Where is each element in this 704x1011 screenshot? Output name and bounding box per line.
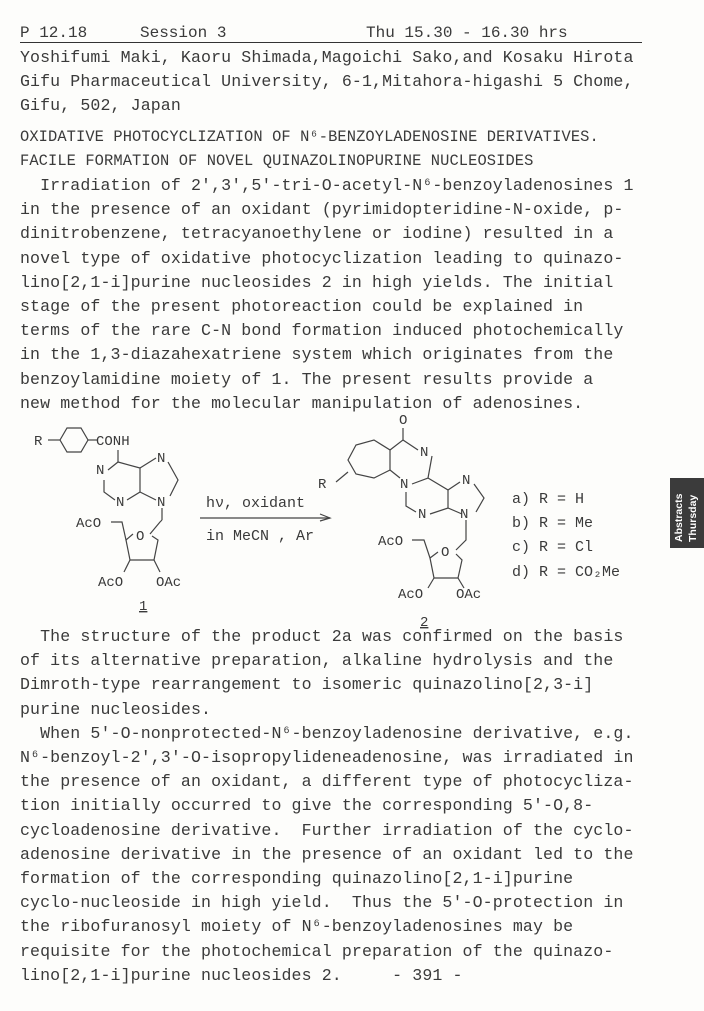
affiliation-line-1: Gifu Pharmaceutical University, 6-1,Mitahora-higashi 5 Chome, [20,72,634,91]
product-n-c: N [462,473,471,489]
abstract-code: P 12.18 [20,24,88,42]
product-aco-3: AcO [398,587,424,603]
substituent-b: b) R = Me [512,515,594,532]
tab-label-abstracts: Abstracts [673,493,685,542]
substituent-c: c) R = Cl [512,539,594,556]
text-line: dinitrobenzene, tetracyanoethylene or iodine) resulted in a [20,224,614,244]
text-line: terms of the rare C-N bond formation induced photochemically [20,321,624,341]
reactant-n3: N [116,495,125,511]
product-ring-o: O [441,545,450,561]
reactant-n9: N [157,495,166,511]
text-line: requisite for the photochemical preparation of the quinazo- [20,941,614,961]
reactant-n7: N [157,451,166,467]
reactant-r: R [34,434,43,450]
text-line: cycloadenosine derivative. Further irradiation of the cyclo- [20,820,634,840]
title-line-1: OXIDATIVE PHOTOCYCLIZATION OF N⁶-BENZOYLADENOSINE DERIVATIVES. [20,128,599,146]
benzene-ring [60,428,88,452]
reactant-aco-5: AcO [76,516,102,532]
reactant-aco-3: AcO [98,575,124,591]
product-carbonyl-o: O [399,413,408,429]
substituent-a: a) R = H [512,491,585,508]
text-line: formation of the corresponding quinazolino[2,1-i]purine [20,869,574,888]
text-line: lino[2,1-i]purine nucleosides 2 in high yields. The initial [20,272,614,292]
text-line: N⁶-benzoyl-2',3'-O-isopropylideneadenosine, was irradiated in [20,748,634,767]
text-line: lino[2,1-i]purine nucleosides 2. - 391 - [20,965,463,985]
conditions-top: hν, oxidant [206,495,306,512]
authors: Yoshifumi Maki, Kaoru Shimada,Magoichi Sako,and Kosaku Hirota [20,48,634,67]
text-line: tion initially occurred to give the corresponding 5'-O,8- [20,796,594,816]
text-line: The structure of the product 2a was confirmed on the basis [20,627,624,646]
product-label: 2 [420,615,429,631]
product-oac-2: OAc [456,587,482,603]
section-tab [670,478,704,548]
product-n-b: N [400,477,409,493]
text-line: of its alternative preparation, alkaline hydrolysis and the [20,651,614,671]
session-label: Session 3 [140,24,227,42]
text-line: in the 1,3-diazahexatriene system which originates from the [20,345,614,365]
text-line: Irradiation of 2',3',5'-tri-O-acetyl-N⁶-benzoyladenosines 1 [20,176,634,195]
product-n-e: N [460,507,469,523]
reactant-conh: CONH [96,434,130,450]
text-line: adenosine derivative in the presence of an oxidant led to the [20,844,634,864]
text-line: purine nucleosides. [20,699,212,719]
session-time: Thu 15.30 - 16.30 hrs [366,24,568,42]
product-n-d: N [418,507,427,523]
reactant-ring-o: O [136,529,145,545]
reactant-n1: N [96,463,105,479]
text-line: in the presence of an oxidant (pyrimidopteridine-N-oxide, p- [20,200,624,220]
product-aco-5: AcO [378,534,404,550]
reactant-label: 1 [139,599,148,615]
text-line: cyclo-nucleoside in high yield. Thus the 5'-O-protection in [20,893,624,913]
text-line: the presence of an oxidant, a different type of photocycliza- [20,772,634,792]
tab-label-thursday: Thursday [687,494,699,542]
text-line: new method for the molecular manipulation of adenosines. [20,393,584,413]
text-line: When 5'-O-nonprotected-N⁶-benzoyladenosine derivative, e.g. [20,723,634,743]
text-line: benzoylamidine moiety of 1. The present results provide a [20,369,594,389]
reactant-oac-2: OAc [156,575,182,591]
title-line-2: FACILE FORMATION OF NOVEL QUINAZOLINOPURINE NUCLEOSIDES [20,152,534,170]
text-line: the ribofuranosyl moiety of N⁶-benzoyladenosines may be [20,917,574,937]
substituent-d: d) R = CO₂Me [512,564,621,581]
text-line: novel type of oxidative photocyclization leading to quinazo- [20,248,624,268]
product-r: R [318,477,327,493]
conditions-bottom: in MeCN , Ar [206,528,315,545]
text-line: Dimroth-type rearrangement to isomeric quinazolino[2,3-i] [20,675,594,695]
product-n-a: N [420,445,429,461]
text-line: stage of the present photoreaction could be explained in [20,297,584,316]
affiliation-line-2: Gifu, 502, Japan [20,96,181,115]
